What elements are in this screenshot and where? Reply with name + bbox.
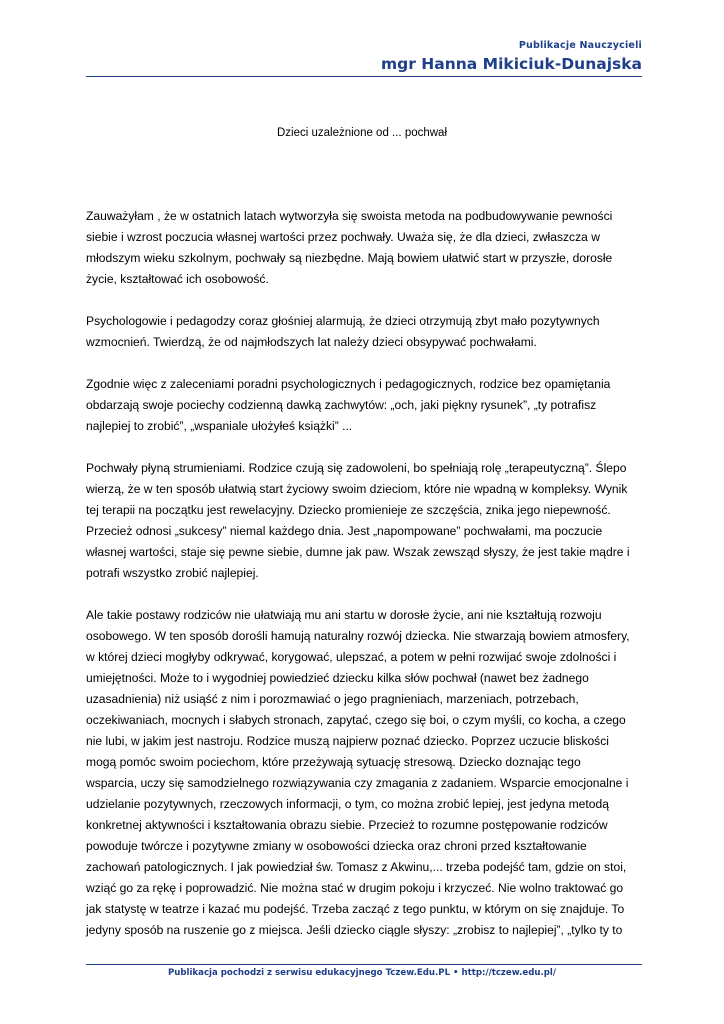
footer-divider [86, 964, 642, 965]
paragraph [86, 206, 642, 290]
paragraph-line: potrafi wszystko zrobić najlepiej. [86, 566, 259, 580]
paragraph-line: jedyny sposób na ruszenie go z miejsca. Jeśli dziecko ciągle słyszy: „zrobisz to najlepiej”, „tylko ty to [86, 923, 623, 937]
paragraph-line: Przecież odnosi „sukcesy” niemal każdego dnia. Jest „napompowane” pochwałami, ma poczucie [86, 524, 603, 538]
paragraph-line: obdarzają swoje pociechy codzienną dawką zachwytów: „och, jaki piękny rysunek”, „ty potrafisz [86, 398, 597, 412]
paragraph-line: wzmocnień. Twierdzą, że od najmłodszych lat należy dzieci obsypywać pochwałami. [86, 335, 537, 349]
paragraph-line: udzielanie pozytywnych, rzeczowych informacji, o tym, co można zrobić lepiej, jest jedyna metodą [86, 797, 609, 811]
paragraph-line: wziąć go za rękę i poprowadzić. Nie można stać w drugim pokoju i krzyczeć. Nie wolno traktować go [86, 881, 624, 895]
paragraph-line: Psychologowie i pedagodzy coraz głośniej alarmują, że dzieci otrzymują zbyt mało pozytywnych [86, 314, 600, 328]
header-divider [86, 76, 642, 77]
paragraph-line: Pochwały płyną strumieniami. Rodzice czują się zadowoleni, bo spełniają rolę „terapeutyczną”. Ślepo [86, 461, 627, 475]
document-body [86, 206, 642, 962]
paragraph [86, 458, 642, 584]
paragraph-line: życie, kształtować ich osobowość. [86, 272, 269, 286]
paragraph-line: w której dzieci mogłyby odkrywać, korygować, ulepszać, a potem w pełni rozwijać swoje zdolności i [86, 650, 617, 664]
document-title: Dzieci uzależnione od ... pochwał [276, 127, 448, 139]
paragraph-line: Zgodnie więc z zaleceniami poradni psychologicznych i pedagogicznych, rodzice bez opamiętania [86, 377, 611, 391]
paragraph [86, 311, 642, 353]
paragraph-line: oczekiwaniach, mocnych i słabych stronach, zapytać, czego się boi, o czym myśli, co kocha, a czego [86, 713, 626, 727]
paragraph-line: młodszym wieku szkolnym, pochwały są niezbędne. Mają bowiem ułatwić start w przyszłe, dorosłe [86, 251, 613, 265]
paragraph-line: własnej wartości, staje się pewne siebie, dumne jak paw. Wszak zewsząd słyszy, że jest takie mądre i [86, 545, 630, 559]
paragraph-line: uzasadnienia) niż usiąść z nim i porozmawiać o jego pragnieniach, marzeniach, potrzebach, [86, 692, 579, 706]
paragraph-line: Zauważyłam , że w ostatnich latach wytworzyła się swoista metoda na podbudowywanie pewności [86, 209, 613, 223]
paragraph-line: zachowań patologicznych. I jak powiedział św. Tomasz z Akwinu,... trzeba podejść tam, gdzie on stoi, [86, 860, 627, 874]
paragraph-line: wsparcia, uczy się samodzielnego rozwiązywania czy zmagania z zadaniem. Wsparcie emocjonalne i [86, 776, 629, 790]
paragraph-line: konkretnej aktywności i kształtowania obrazu siebie. Przecież to rozumne postępowanie rodziców [86, 818, 608, 832]
page-footer: Publikacja pochodzi z serwisu edukacyjnego Tczew.Edu.PL • http://tczew.edu.pl/ [167, 968, 557, 978]
paragraph-line: osobowego. W ten sposób dorośli hamują naturalny rozwój dziecka. Nie stwarzają bowiem atmosfery, [86, 629, 630, 643]
paragraph-line: powoduje twórcze i pozytywne zmiany w osobowości dziecka oraz chroni przed kształtowanie [86, 839, 587, 853]
paragraph-line: tej terapii na początku jest rewelacyjny. Dziecko promienieje ze szczęścia, znika jego niepewność. [86, 503, 611, 517]
paragraph-line: nie lubi, w jakim jest nastroju. Rodzice muszą najpierw poznać dziecko. Poprzez uczucie bliskości [86, 734, 609, 748]
author-name: mgr Hanna Mikiciuk-Dunajska [381, 55, 642, 73]
paragraph-line: mogą pomóc swoim pociechom, które przeżywają sytuację stresową. Dziecko doznając tego [86, 755, 581, 769]
paragraph-line: umiejętności. Może to i wygodniej powiedzieć dziecku kilka słów pochwał (nawet bez żadnego [86, 671, 589, 685]
page-header [381, 40, 642, 73]
publication-label: Publikacje Nauczycieli [518, 40, 642, 51]
paragraph [86, 605, 642, 941]
paragraph [86, 374, 642, 437]
paragraph-line: jak statystę w teatrze i kazać mu podejść. Trzeba zacząć z tego punktu, w którym on się znajduje. To [86, 902, 625, 916]
paragraph-line: siebie i wzrost poczucia własnej wartości przez pochwały. Uważa się, że dla dzieci, zwłaszcza w [86, 230, 600, 244]
paragraph-line: Ale takie postawy rodziców nie ułatwiają mu ani startu w dorosłe życie, ani nie kształtują rozwoju [86, 608, 602, 622]
paragraph-line: wierzą, że w ten sposób ułatwią start życiowy swoim dzieciom, które nie wpadną w kompleksy. Wynik [86, 482, 628, 496]
paragraph-line: najlepiej to zrobić”, „wspaniale ułożyłeś książki” ... [86, 419, 353, 433]
